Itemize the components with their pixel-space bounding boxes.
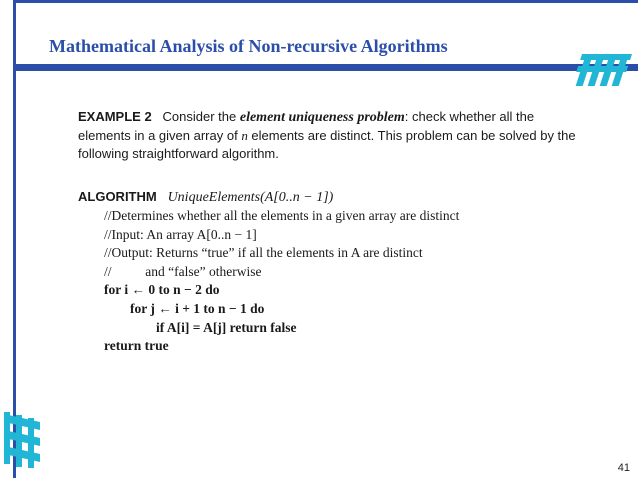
for-j-line: for j ← i + 1 to n − 1 do bbox=[130, 300, 265, 316]
if-line: if A[i] = A[j] return false bbox=[156, 319, 297, 335]
problem-name: element uniqueness problem bbox=[239, 110, 405, 125]
return-line: return true bbox=[104, 338, 169, 354]
algorithm-body bbox=[78, 207, 578, 356]
example-paragraph bbox=[78, 108, 578, 163]
example-text-2: : check whether all the elements in a given array of bbox=[78, 109, 535, 143]
comment-line-1: //Determines whether all the elements in a given array are distinct bbox=[104, 208, 460, 223]
for-i-line: for i ← 0 to n − 2 do bbox=[104, 282, 220, 298]
slide-title: Mathematical Analysis of Non-recursive Algorithms bbox=[49, 36, 448, 56]
comment-line-4: // and “false” otherwise bbox=[104, 263, 262, 279]
example-text-1: Consider the bbox=[162, 109, 240, 124]
page-number: 41 bbox=[617, 462, 630, 474]
slide-top-border bbox=[13, 0, 638, 3]
example-text-3: elements are distinct. This problem can be solved by the following straightforward algorithm. bbox=[78, 128, 576, 161]
algorithm-signature: UniqueElements(A[0..n − 1]) bbox=[167, 190, 334, 205]
example-label: EXAMPLE 2 bbox=[78, 109, 152, 124]
algorithm-label: ALGORITHM bbox=[78, 189, 157, 204]
algorithm-header bbox=[78, 187, 578, 207]
slide-left-border bbox=[13, 0, 16, 478]
algorithm-block bbox=[78, 187, 578, 356]
title-underline-bar bbox=[13, 64, 638, 71]
university-logo-icon bbox=[570, 48, 636, 92]
comment-line-3: //Output: Returns “true” if all the elements in A are distinct bbox=[104, 245, 423, 261]
university-logo-icon-bottom bbox=[0, 410, 48, 470]
comment-line-2: //Input: An array A[0..n − 1] bbox=[104, 226, 257, 242]
n-variable: n bbox=[241, 128, 248, 143]
slide-content bbox=[78, 108, 578, 356]
